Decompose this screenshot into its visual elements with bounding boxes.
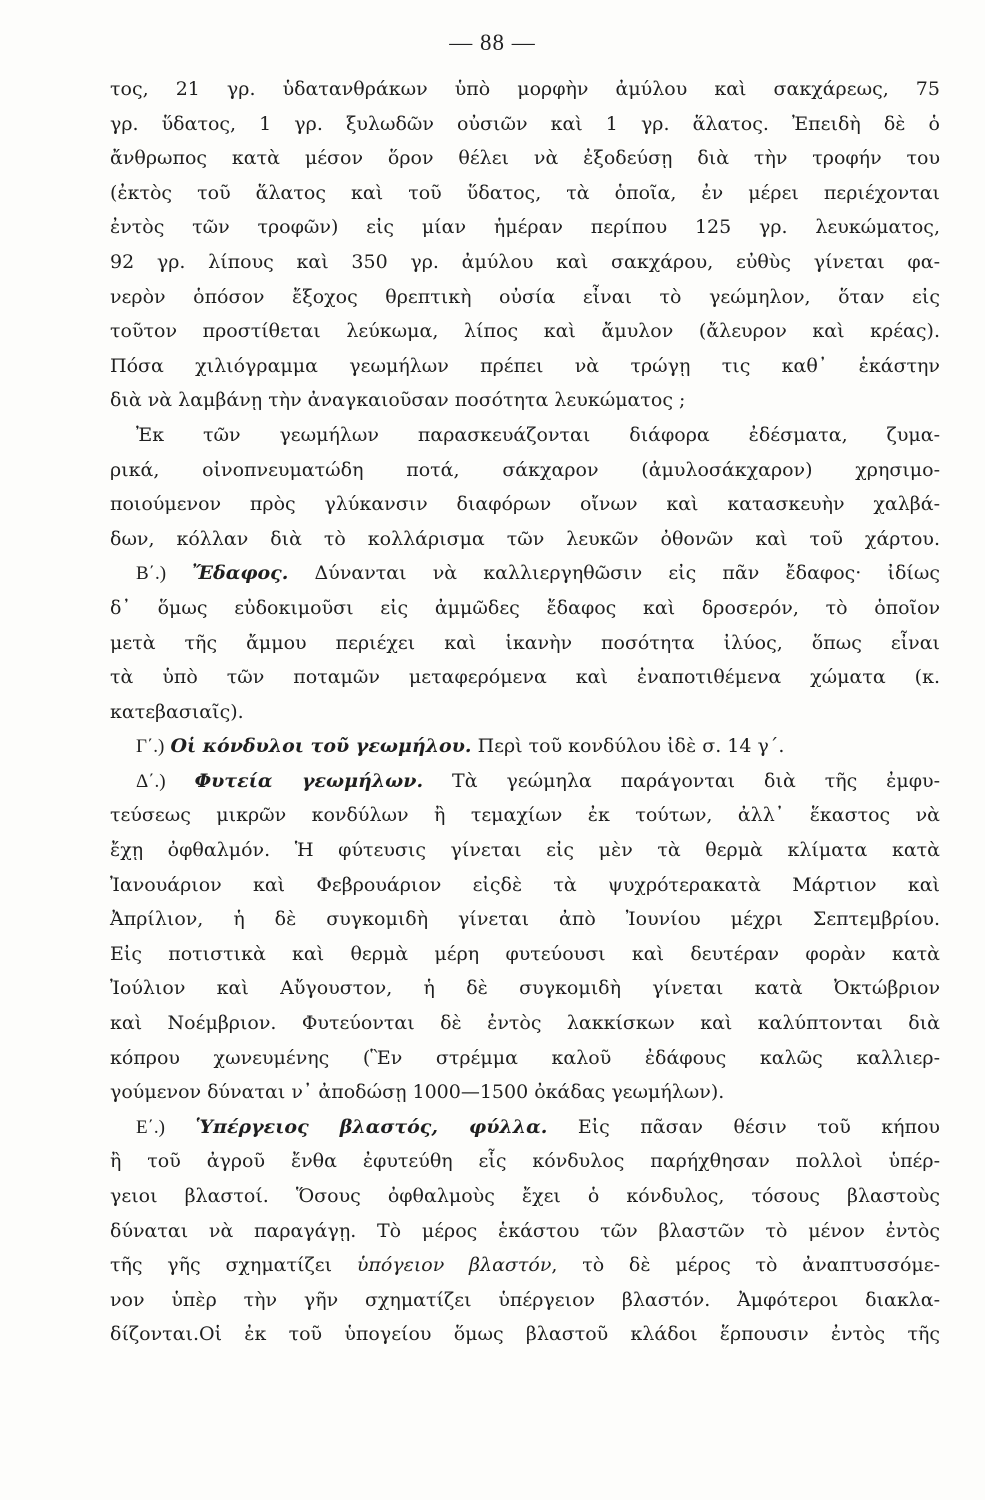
text-line: Εἰς ποτιστικὰ καὶ θερμὰ μέρη φυτεύουσι καὶ δευτέραν φορὰν κατὰ [110,942,940,965]
section-text: Εἰς πᾶσαν θέσιν τοῦ κήπου [577,1115,940,1138]
text-line: κατεβασιαῖς). [110,700,244,723]
section-text: Περὶ τοῦ κονδύλου ἰδὲ σ. 14 γ΄. [477,735,785,758]
text-line: κόπρου χωνευμένης (Ἓν στρέμμα καλοῦ ἐδάφους καλῶς καλλιερ- [110,1046,940,1069]
body-text [110,72,940,1352]
text-line: Ἰανουάριον καὶ Φεβρουάριον εἰςδὲ τὰ ψυχρότερακατὰ Μάρτιον καὶ [110,873,940,896]
section-label: Δ΄.) [136,770,166,792]
text-line: ρικά, οἰνοπνευματώδη ποτά, σάκχαρον (ἀμυλοσάκχαρον) χρησιμο- [110,458,940,481]
text-line: Ἐκ τῶν γεωμήλων παρασκευάζονται διάφορα ἐδέσματα, ζυμα- [136,423,940,446]
text-line [110,1248,940,1283]
text-line: τος, 21 γρ. ὑδατανθράκων ὑπὸ μορφὴν ἀμύλου καὶ σακχάρεως, 75 [110,78,940,100]
text-line: τεύσεως μικρῶν κονδύλων ἢ τεμαχίων ἐκ τούτων, ἀλλ᾽ ἕκαστος νὰ [110,804,940,827]
section-text: Δύνανται νὰ καλλιεργηθῶσιν εἰς πᾶν ἔδαφος· ἰδίως [314,562,940,585]
text-line: δίζονται.Οἱ ἐκ τοῦ ὑπογείου ὅμως βλαστοῦ κλάδοι ἕρπουσιν ἐντὸς τῆς [110,1323,940,1346]
text-line: νον ὑπὲρ τὴν γῆν σχηματίζει ὑπέργειον βλαστόν. Ἀμφότεροι διακλα- [110,1288,940,1311]
text-line: (ἐκτὸς τοῦ ἅλατος καὶ τοῦ ὕδατος, τὰ ὁποῖα, ἐν μέρει περιέχονται [110,181,940,204]
text-line [110,729,940,764]
text-line: διὰ νὰ λαμβάνῃ τὴν ἀναγκαιοῦσαν ποσότητα λευκώματος ; [110,389,686,412]
text-line: τὰ ὑπὸ τῶν ποταμῶν μεταφερόμενα καὶ ἐναποτιθέμενα χώματα (κ. [110,666,940,689]
section-title: Οἱ κόνδυλοι τοῦ γεωμήλου. [170,735,472,758]
text-line: δύναται νὰ παραγάγῃ. Τὸ μέρος ἑκάστου τῶν βλαστῶν τὸ μένον ἐντὸς [110,1219,940,1242]
text-line: δ᾽ ὅμως εὐδοκιμοῦσι εἰς ἀμμῶδες ἔδαφος καὶ δροσερόν, τὸ ὁποῖον [110,596,940,619]
text-line [110,764,940,799]
text-line: Πόσα χιλιόγραμμα γεωμήλων πρέπει νὰ τρώγῃ τις καθ᾽ ἑκάστην [110,354,940,377]
text-line: μετὰ τῆς ἄμμου περιέχει καὶ ἱκανὴν ποσότητα ἰλύος, ὅπως εἶναι [110,631,940,654]
section-text: Τὰ γεώμηλα παράγονται διὰ τῆς ἐμφυ- [452,769,940,792]
text-line: τοῦτον προστίθεται λεύκωμα, λίπος καὶ ἄμυλον (ἄλευρον καὶ κρέας). [110,320,940,343]
page-number: — 88 — [449,30,536,55]
text-line: γούμενον δύναται ν᾽ ἀποδώσῃ 1000—1500 ὀκάδας γεωμήλων). [110,1081,725,1104]
line-text: τῆς γῆς σχηματίζει [110,1254,357,1277]
text-line: δων, κόλλαν διὰ τὸ κολλάρισμα τῶν λευκῶν ὀθονῶν καὶ τοῦ χάρτου. [110,527,940,550]
section-title: Ἔδαφος. [192,562,289,585]
text-line: ἐντὸς τῶν τροφῶν) εἰς μίαν ἡμέραν περίπου 125 γρ. λευκώματος, [110,216,940,239]
italic-term: ὑπόγειον βλαστόν [356,1254,552,1277]
text-line: νερὸν ὁπόσον ἔξοχος θρεπτικὴ οὐσία εἶναι τὸ γεώμηλον, ὅταν εἰς [110,285,940,308]
text-line: Ἀπρίλιον, ἡ δὲ συγκομιδὴ γίνεται ἀπὸ Ἰουνίου μέχρι Σεπτεμβρίου. [110,908,940,931]
section-label: Γ΄.) [136,736,165,758]
section-title: Φυτεία γεωμήλων. [194,769,424,792]
text-line: ἄνθρωπος κατὰ μέσον ὅρον θέλει νὰ ἐξοδεύσῃ διὰ τὴν τροφήν του [110,147,940,170]
text-line: Ἰούλιον καὶ Αὔγουστον, ἡ δὲ συγκομιδὴ γίνεται κατὰ Ὀκτώβριον [110,977,940,1000]
section-title: Ὑπέργειος βλαστός, φύλλα. [195,1115,548,1138]
section-label: Ε΄.) [136,1116,166,1138]
text-line: ἔχῃ ὀφθαλμόν. Ἡ φύτευσις γίνεται εἰς μὲν τὰ θερμὰ κλίματα κατὰ [110,839,940,862]
text-line: ποιούμενον πρὸς γλύκανσιν διαφόρων οἴνων καὶ κατασκευὴν χαλβά- [110,493,940,516]
text-line [110,556,940,591]
section-label: Β΄.) [136,563,167,585]
text-line: γρ. ὕδατος, 1 γρ. ξυλωδῶν οὐσιῶν καὶ 1 γρ. ἅλατος. Ἐπειδὴ δὲ ὁ [110,112,940,135]
text-line: 92 γρ. λίπους καὶ 350 γρ. ἀμύλου καὶ σακχάρου, εὐθὺς γίνεται φα- [110,250,940,273]
text-line [110,1110,940,1145]
line-text: , τὸ δὲ μέρος τὸ ἀναπτυσσόμε- [551,1254,940,1277]
text-line: καὶ Νοέμβριον. Φυτεύονται δὲ ἐντὸς λακκίσκων καὶ καλύπτονται διὰ [110,1012,940,1035]
text-line: ἢ τοῦ ἀγροῦ ἔνθα ἐφυτεύθη εἷς κόνδυλος παρήχθησαν πολλοὶ ὑπέρ- [110,1150,940,1173]
text-line: γειοι βλαστοί. Ὅσους ὀφθαλμοὺς ἔχει ὁ κόνδυλος, τόσους βλαστοὺς [110,1185,940,1207]
